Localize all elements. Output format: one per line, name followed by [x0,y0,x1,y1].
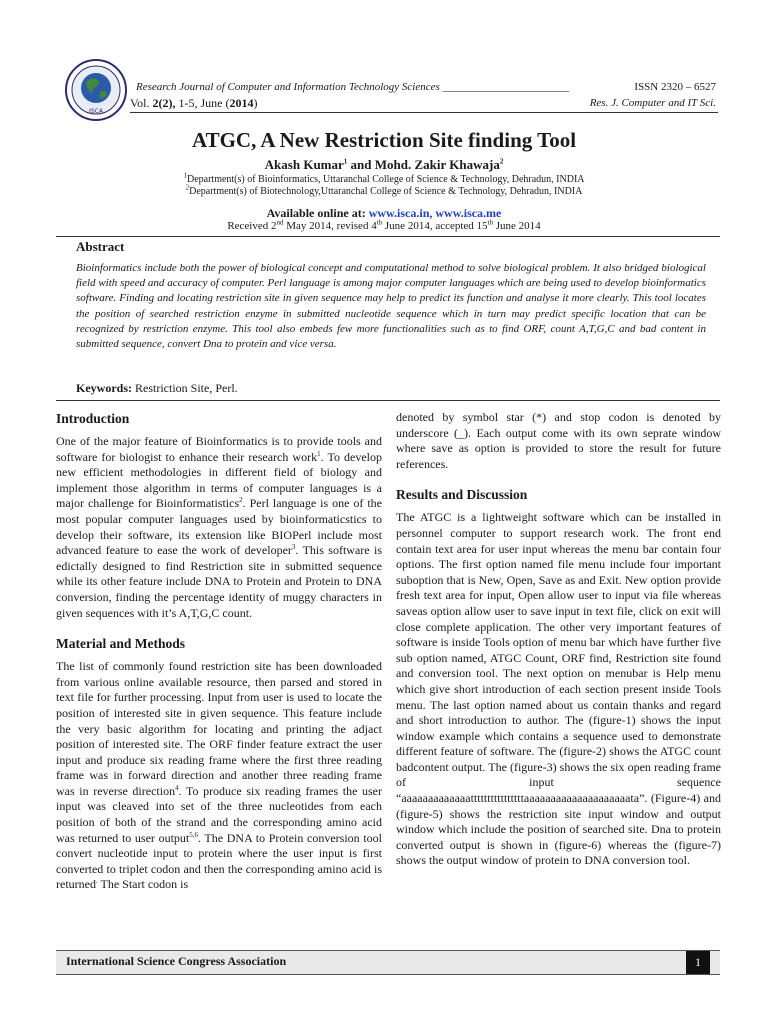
department-2 [0,183,768,197]
department-1 [0,171,768,185]
introduction-heading: Introduction [56,411,130,426]
methods-part-1: The list of commonly found restriction site has been downloaded from various online available resource, then parsed and stored in text file for further processing. Input from user is used to locate the position of interested site in given sequence. This feature include the very basic algorithm for locating and printing the adjact position of interested site. The ORF finder feature extract the user input and produce six reading frame where the first three reading frame was in forward direction and another three reading frame was in reverse direction [56,659,382,798]
issn: ISSN 2320 – 6527 [634,81,716,93]
left-column [56,410,382,907]
intro-part-2: . To develop new efficient methodologies in different field of biology and implement those algorithm in terms of computer languages is a major challenge for Bioinformatistics [56,449,383,511]
journal-abbr: Res. J. Computer and IT Sci. [589,97,716,109]
keywords [76,381,238,396]
title-rule [56,236,720,237]
results-text: The ATGC is a lightweight software which can be installed in personnel computer to support research work. The front end contain text area for user input whereas the menu bar contain four options. The first option named file menu include four important suboption that is New, Open, Save as and Exit. New option provide fresh text area for input, Open allow user to input via file whereas saveas option allow user to save input in text file, click on exit will close complete application. The other very important features of software is inside Tools option of menu bar which have further five sub option named, ATGC Count, ORF find, Restriction site found and conversion tool. The next option on menubar is Help menu which give short introduction of each section present inside Tools menu. The last option named about us contain thanks and regard and short introduction to author. The (figure-1) shows the input window example which contains a sequence used to demonstrate different feature of software. The (figure-2) shows the ATGC count badcontent output. The (figure-3) shows the six open reading frame of input sequence “aaaaaaaaaaaaattttttttttttttttaaaaaaaaaaaaaaaaaaaata”. (Figure-4) and (figure-5) shows the restriction site input window and output window which include the position of searched site. Dna to protein converted output is shown in (figure-6) whereas the (figure-7) shows the output window of protein to DNA conversion tool. [396,510,721,868]
dept-2-text: Department(s) of Biotechnology,Uttaranchal College of Science & Technology, Dehradun, INDIA [189,186,583,197]
keywords-label: Keywords: [76,381,132,395]
keywords-text: Restriction Site, Perl. [132,381,238,395]
volume-line [130,96,716,111]
vol-number: 2(2), [152,96,176,110]
methods-part-2: . To produce six reading frames the user input was cleaved into set of the three nucleotides from each position of both of the strand and the corresponding amino acid was returned to user output [56,783,382,845]
vol-suffix: ) [253,96,258,110]
vol-prefix: Vol. [130,96,153,110]
received-part-3: June 2014, accepted 15 [382,220,488,232]
abstract-heading: Abstract [76,239,125,254]
journal-header [136,81,716,93]
dept-1-sup: 1 [183,171,187,180]
received-sup-2: th [376,218,383,227]
received-part-2: May 2014, revised 4 [283,220,377,232]
vol-year: 2014 [229,96,254,110]
results-heading: Results and Discussion [396,487,528,503]
introduction-text [56,434,382,621]
paper-title: ATGC, A New Restriction Site finding Tool [191,128,577,152]
authors [0,157,768,173]
intro-ref-1: 1 [317,449,321,458]
journal-name: Research Journal of Computer and Information Technology Sciences [136,81,440,93]
footer-bar [56,950,720,975]
abstract-rule [56,400,720,401]
methods-ref-1: 4 [175,783,179,792]
methods-part-4: The Start codon is [97,877,189,892]
intro-part-3: . Perl language is one of the most popular computer languages used by bioinformaticstics to develop their software, its extension like BIOPerl include most advanced feature to ease the work of developer [56,496,382,558]
received-sup-1: nd [276,218,284,227]
footer-org: International Science Congress Association [66,954,287,968]
methods-ref-2: 5,6 [189,830,198,839]
author-1: Akash Kumar [264,157,344,172]
received-part-1: Received 2 [227,220,277,232]
methods-part-3: . The DNA to Protein conversion tool convert nucleotide input to protein where the user input is first converted to triplet codon and then the corresponding amino acid is returned [56,830,383,892]
methods-continued: denoted by symbol star (*) and stop codon is denoted by underscore (_). Each output come with its own seprate window where save as option is provided to store the result for future references. [396,410,721,471]
journal-links[interactable]: www.isca.in, www.isca.me [368,206,502,220]
intro-ref-3: 3 [291,543,296,552]
author-1-sup: 1 [343,157,348,166]
header-rule [130,112,718,113]
methods-text [56,659,382,893]
right-column [396,410,721,883]
methods-ref-3: . [95,877,98,886]
intro-part-1: One of the major feature of Bioinformatics is to provide tools and software for biologist to enhance their research work [56,434,382,464]
available-label: Available online at: [266,206,369,220]
isca-logo [64,58,128,122]
page-number: 1 [686,951,710,974]
methods-heading: Material and Methods [56,636,185,652]
received-part-4: June 2014 [493,220,541,232]
vol-pages: 1-5, June ( [175,96,230,110]
abstract-text: Bioinformatics include both the power of biological concept and computational method to solve biological problem. It also bridged biological field with speed and accuracy of computer. Perl language is among major computer languages which are being used to develop bioinformatics software. Finding and locating restriction site in given sequence may help to predict its function and analyse it more clearly. This tool locates the position of searched restriction enzyme in submitted nucleotide sequence which in turn may predict specific location that can be recognized by restriction enzyme. This tool also embeds few more functionalities such as to find ORF, count A,T,G,C and bad content in submitted sequence, convert Dna to protein and vice versa. [76,262,706,351]
received-dates [0,220,768,232]
dept-1-text: Department(s) of Bioinformatics, Uttaranchal College of Science & Technology, Dehradun, INDIA [186,174,585,185]
author-2: and Mohd. Zakir Khawaja [347,157,500,172]
intro-ref-2: 2 [239,496,243,505]
received-sup-3: th [487,218,493,227]
intro-part-4: . This software is edictally designed to find Restriction site in submitted sequence while its other feature include DNA to Protein and Protein to DNA conversion, finding the percentage identity of muggy characters in given sequences with it’s A,T,G,C count. [56,543,383,620]
journal-rule: _______________________ [442,81,570,93]
dept-2-sup: 2 [185,183,190,192]
author-2-sup: 2 [499,157,504,166]
svg-text:ISCA: ISCA [89,108,103,115]
available-online [0,206,768,221]
